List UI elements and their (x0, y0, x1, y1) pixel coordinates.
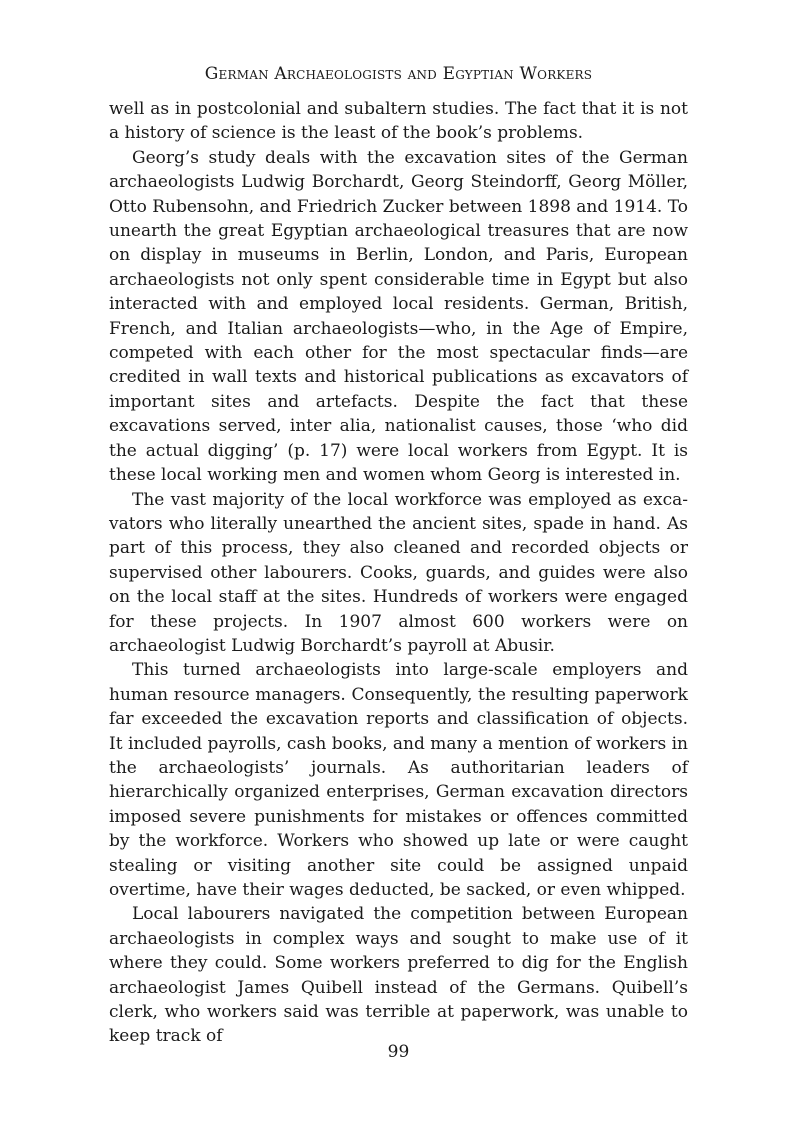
body-text (109, 97, 688, 1049)
running-head: German Archaeologists and Egyptian Workers (204, 64, 593, 84)
paragraph-1: well as in postcolonial and subaltern studies. The fact that it is not a history of science is the least of the book’s problems. (109, 99, 688, 144)
paragraph-2: Georg’s study deals with the excavation sites of the German archaeologists Ludwig Borchardt, Georg Steindorff, Georg Möller, Otto Rubensohn, and Friedrich Zucker between 1898 and 1914. To unearth the great Egyptian archaeological treasures that are now on display in museums in Berlin, London, and Paris, European archaeologists not only spent considerable time in Egypt but also interacted with and employed local residents. German, British, French, and Italian archaeologists—who, in the Age of Empire, competed with each other for the most spectacular finds—are credited in wall texts and historical publications as excavators of important sites and artefacts. Despite the fact that these excavations served, inter alia, nationalist causes, those ‘who did the actual digging’ (p. 17) were local workers from Egypt. It is these local working men and women whom Georg is interested in. (109, 147, 688, 486)
page-number: 99 (387, 1042, 410, 1062)
page-content (109, 62, 688, 1049)
paragraph-3: The vast majority of the local workforce was employed as excavators who literally unearthed the ancient sites, spade in hand. As part of this process, they also cleaned and recorded objects or supervised other labourers. Cooks, guards, and guides were also on the local staff at the sites. Hundreds of workers were engaged for these projects. In 1907 almost 600 workers were on archaeologist Ludwig Borchardt’s payroll at Abusir. (109, 489, 688, 656)
paragraph-4: This turned archaeologists into large-scale employers and human resource managers. Consequently, the resulting paperwork far exceeded the excavation reports and classification of objects. It included payrolls, cash books, and many a mention of workers in the archaeologists’ journals. As authoritarian leaders of hierarchically organized enterprises, German excavation directors imposed severe punishments for mistakes or offences committed by the workforce. Workers who showed up late or were caught stealing or visiting another site could be assigned unpaid overtime, have their wages deducted, be sacked, or even whipped. (109, 660, 688, 900)
paragraph-5: Local labourers navigated the competition between European archaeologists in complex ways and sought to make use of it where they could. Some workers preferred to dig for the English archaeologist James Quibell instead of the Germans. Quibell’s clerk, who workers said was terrible at paperwork, was unable to keep track of (109, 904, 688, 1047)
